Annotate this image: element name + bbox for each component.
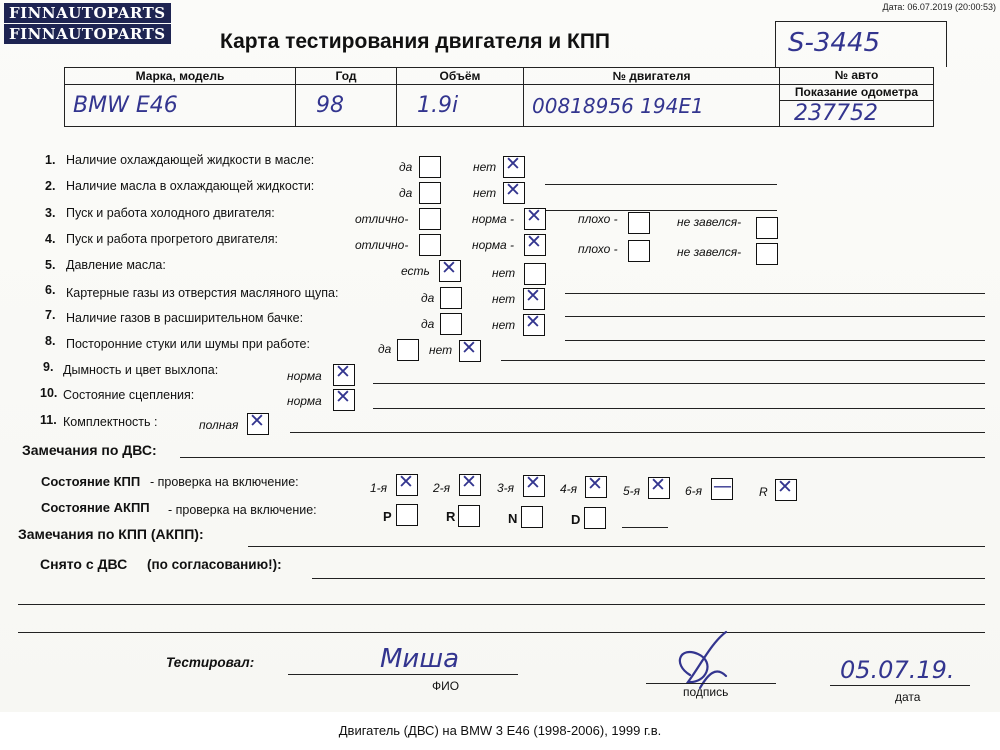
question-text: Комплектность : (63, 415, 158, 429)
col-make: Марка, модель (65, 68, 296, 85)
check-mark-icon: ✕ (398, 471, 414, 493)
checkbox-checked[interactable] (333, 361, 355, 386)
option-label: норма - (472, 238, 515, 252)
check-mark-icon: ✕ (441, 257, 457, 279)
fio-line (288, 674, 518, 675)
option-label: нет (492, 292, 516, 306)
gear-label: R (759, 485, 768, 499)
check-mark-icon: ✕ (526, 205, 542, 227)
option-label: да (421, 291, 435, 305)
gearbox-remarks-label: Замечания по КПП (АКПП): (18, 526, 204, 542)
checkbox[interactable] (440, 287, 462, 309)
date-stamp: Дата: 06.07.2019 (20:00:53) (882, 2, 996, 12)
card-number: S-3445 (788, 28, 881, 58)
question-text: Дымность и цвет выхлопа: (63, 363, 219, 377)
gear-label: 6-я (685, 484, 703, 498)
check-mark-icon: ✕ (505, 179, 521, 201)
check-mark-icon: ✕ (335, 361, 351, 383)
checkbox[interactable] (419, 182, 441, 204)
option-label: нет (473, 160, 497, 174)
engine-value: 00818956 194E1 (524, 85, 780, 127)
removed-line-3 (18, 632, 985, 633)
col-odometer: Показание одометра (780, 85, 933, 101)
gear-checkbox[interactable] (396, 471, 418, 496)
question-number: 1. (45, 153, 56, 167)
checkbox[interactable] (524, 263, 546, 285)
question-number: 8. (45, 334, 56, 348)
removed-note: (по согласованию!): (147, 557, 282, 572)
check-mark-icon: ✕ (335, 386, 351, 408)
gear-checkbox[interactable] (585, 473, 607, 498)
checkbox-checked[interactable] (524, 205, 546, 230)
watermark-logo-top: FINNAUTOPARTS (4, 3, 171, 23)
question-number: 11. (40, 413, 57, 427)
gear-checkbox[interactable] (648, 474, 670, 499)
gear-label: 1-я (370, 481, 388, 495)
question-text: Давление масла: (66, 258, 166, 272)
check-mark-icon: ✕ (461, 337, 477, 359)
auto-gear-label: R (446, 509, 456, 524)
option-label: полная (199, 418, 239, 432)
gear-checkbox[interactable] (459, 471, 481, 496)
remark-line (565, 340, 985, 341)
check-mark-icon: ✕ (505, 153, 521, 175)
gearbox-label: Состояние КПП (41, 474, 141, 489)
question-number: 2. (45, 179, 56, 193)
question-number: 6. (45, 283, 56, 297)
option-label: нет (429, 343, 453, 357)
option-label: нет (473, 186, 497, 200)
fio-label: ФИО (432, 679, 460, 693)
gear-label: 3-я (497, 481, 515, 495)
checkbox-checked[interactable] (524, 231, 546, 256)
checkbox-checked[interactable] (439, 257, 461, 282)
auto-gearbox-label: Состояние АКПП (41, 500, 150, 515)
option-label: отлично- (355, 238, 409, 252)
col-auto: № авто (780, 68, 934, 85)
volume-value: 1.9i (397, 85, 524, 127)
check-mark-icon: ✕ (525, 285, 541, 307)
option-label: нет (492, 266, 516, 280)
year-value: 98 (296, 85, 397, 127)
option-label: норма (287, 394, 322, 408)
watermark-logo-bottom: FINNAUTOPARTS (4, 24, 171, 44)
checkbox[interactable] (628, 212, 650, 234)
auto-gear-checkbox[interactable] (584, 507, 606, 529)
option-label: да (421, 317, 435, 331)
question-number: 5. (45, 258, 56, 272)
gear-checkbox[interactable] (523, 472, 545, 497)
checkbox-checked[interactable] (459, 337, 481, 362)
checkbox[interactable] (756, 217, 778, 239)
vehicle-header-table (64, 67, 934, 127)
checkbox[interactable] (628, 240, 650, 262)
auto-gear-checkbox[interactable] (521, 506, 543, 528)
gear-label: 2-я (433, 481, 451, 495)
engine-remarks-line (180, 457, 985, 458)
date-value: 05.07.19. (840, 656, 955, 684)
gear-label: 5-я (623, 484, 641, 498)
checkbox[interactable] (419, 208, 441, 230)
check-mark-icon: ✕ (525, 311, 541, 333)
question-text: Картерные газы из отверстия масляного щупа: (66, 286, 339, 300)
question-number: 10. (40, 386, 58, 400)
option-label: нет (492, 318, 516, 332)
col-engine: № двигателя (524, 68, 780, 85)
option-label: да (399, 160, 413, 174)
question-number: 9. (43, 360, 54, 374)
gearbox-check-label: - проверка на включение: (150, 475, 299, 489)
remark-line (545, 210, 777, 211)
checkbox-checked[interactable] (247, 410, 269, 435)
option-label: не завелся- (677, 245, 742, 259)
gear-checkbox[interactable] (775, 476, 797, 501)
engine-remarks-label: Замечания по ДВС: (22, 442, 157, 458)
signature-label: подпись (683, 685, 729, 699)
checkbox[interactable] (419, 156, 441, 178)
check-mark-icon: ✕ (650, 474, 666, 496)
check-mark-icon: ✕ (777, 476, 793, 498)
question-number: 7. (45, 308, 56, 322)
auto-gearbox-check-label: - проверка на включение: (168, 503, 317, 517)
remark-line (373, 383, 985, 384)
checkbox[interactable] (440, 313, 462, 335)
checkbox[interactable] (397, 339, 419, 361)
remark-line (501, 360, 985, 361)
option-label: плохо - (578, 242, 618, 256)
card-title: Карта тестирования двигателя и КПП (220, 30, 611, 53)
question-text: Состояние сцепления: (63, 388, 195, 402)
odometer-value: 237752 (794, 101, 878, 126)
image-caption: Двигатель (ДВС) на BMW 3 E46 (1998-2006), 1999 г.в. (0, 712, 1000, 750)
option-label: да (399, 186, 413, 200)
option-label: да (378, 342, 392, 356)
checkbox[interactable] (419, 234, 441, 256)
remark-line (373, 408, 985, 409)
removed-label: Снято с ДВС (40, 556, 128, 572)
auto-gear-checkbox[interactable] (458, 505, 480, 527)
col-volume: Объём (397, 68, 524, 85)
question-text: Наличие масла в охлаждающей жидкости: (66, 179, 315, 193)
checkbox-checked[interactable] (503, 153, 525, 178)
check-mark-icon: ✕ (461, 471, 477, 493)
remark-line (565, 316, 985, 317)
question-number: 4. (45, 232, 56, 246)
removed-line (312, 578, 985, 579)
question-text: Посторонние стуки или шумы при работе: (66, 337, 310, 351)
gear-checkbox[interactable] (711, 475, 733, 500)
checkbox-checked[interactable] (333, 386, 355, 411)
tester-name: Миша (380, 644, 460, 674)
option-label: норма (287, 369, 322, 383)
auto-gear-line (622, 527, 668, 528)
auto-gear-label: N (508, 511, 518, 526)
option-label: плохо - (578, 212, 618, 226)
check-mark-icon: ✕ (587, 473, 603, 495)
question-number: 3. (45, 206, 56, 220)
checkbox[interactable] (756, 243, 778, 265)
question-text: Пуск и работа прогретого двигателя: (66, 232, 278, 246)
make-value: BMW E46 (65, 85, 296, 127)
date-line (830, 685, 970, 686)
question-text: Пуск и работа холодного двигателя: (66, 206, 275, 220)
tested-label: Тестировал: (166, 655, 255, 670)
option-label: отлично- (355, 212, 409, 226)
remark-line (565, 293, 985, 294)
question-text: Наличие газов в расширительном бачке: (66, 311, 304, 325)
check-mark-icon: ✕ (526, 231, 542, 253)
date-label: дата (895, 690, 921, 704)
gear-label: 4-я (560, 482, 578, 496)
gearbox-remarks-line (248, 546, 985, 547)
option-label: не завелся- (677, 215, 742, 229)
remark-line (545, 184, 777, 185)
dash-mark-icon: — (713, 475, 732, 497)
card-number-box (775, 21, 947, 67)
option-label: норма - (472, 212, 515, 226)
checkbox-checked[interactable] (523, 285, 545, 310)
question-text: Наличие охлаждающей жидкости в масле: (66, 153, 315, 167)
remark-line (290, 432, 985, 433)
checkbox-checked[interactable] (523, 311, 545, 336)
auto-gear-label: P (383, 509, 392, 524)
auto-gear-checkbox[interactable] (396, 504, 418, 526)
checkbox-checked[interactable] (503, 179, 525, 204)
option-label: есть (401, 264, 430, 278)
auto-gear-label: D (571, 512, 581, 527)
removed-line-2 (18, 604, 985, 605)
col-year: Год (296, 68, 397, 85)
check-mark-icon: ✕ (525, 472, 541, 494)
check-mark-icon: ✕ (249, 410, 265, 432)
odometer-cell (780, 85, 934, 127)
signature-line (646, 683, 776, 684)
